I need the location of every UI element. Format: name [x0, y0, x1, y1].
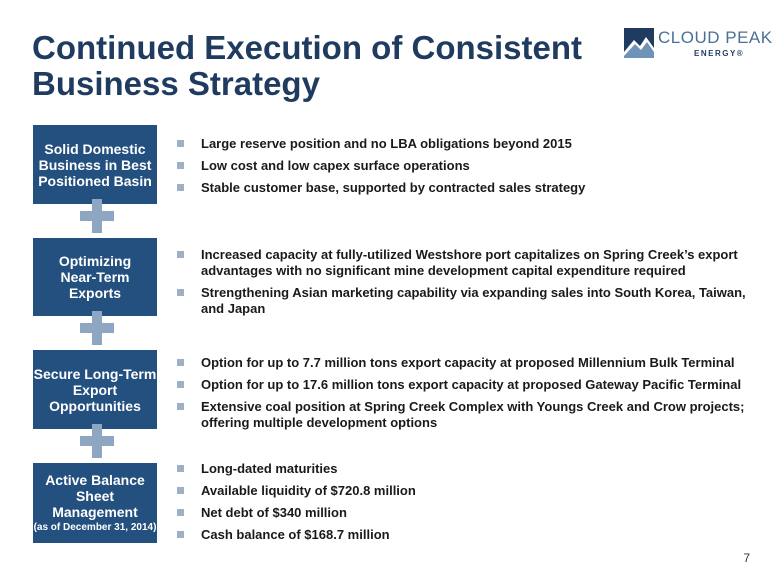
plus-connector — [80, 199, 114, 233]
list-item: Option for up to 17.6 million tons export capacity at proposed Gateway Pacific Terminal — [176, 377, 766, 393]
list-item: Extensive coal position at Spring Creek Complex with Youngs Creek and Crow projects; offering multiple development options — [176, 399, 766, 431]
logo-subname: ENERGY® — [694, 49, 745, 58]
list-item: Option for up to 7.7 million tons export capacity at proposed Millennium Bulk Terminal — [176, 355, 766, 371]
page-title: Continued Execution of Consistent Business Strategy — [32, 29, 582, 102]
bullet-group-long-term — [176, 355, 766, 437]
pillar-domestic — [33, 125, 157, 204]
list-item: Stable customer base, supported by contracted sales strategy — [176, 180, 766, 196]
plus-connector — [80, 311, 114, 345]
plus-connector — [80, 424, 114, 458]
pillar-balance-sheet — [33, 463, 157, 543]
list-item: Low cost and low capex surface operations — [176, 158, 766, 174]
list-item: Long-dated maturities — [176, 461, 766, 477]
mountain-logo-icon — [624, 28, 654, 58]
company-logo — [624, 28, 773, 62]
list-item: Large reserve position and no LBA obligations beyond 2015 — [176, 136, 766, 152]
pillar-long-term — [33, 350, 157, 429]
pillar-label: Secure Long-Term Export Opportunities — [33, 365, 157, 414]
list-item: Available liquidity of $720.8 million — [176, 483, 766, 499]
bullet-group-domestic — [176, 136, 766, 202]
logo-name: CLOUD PEAK — [658, 28, 773, 47]
pillar-sublabel: (as of December 31, 2014) — [33, 522, 157, 533]
pillar-label: Solid Domestic Business in Best Positioned Basin — [38, 140, 152, 189]
list-item: Cash balance of $168.7 million — [176, 527, 766, 543]
pillar-label: Optimizing Near-Term Exports — [58, 253, 132, 301]
page-number: 7 — [743, 551, 750, 565]
bullet-group-exports — [176, 247, 766, 323]
bullet-group-balance-sheet — [176, 461, 766, 549]
list-item: Net debt of $340 million — [176, 505, 766, 521]
list-item: Strengthening Asian marketing capability via expanding sales into South Korea, Taiwan, and Japan — [176, 285, 766, 317]
pillar-label: Active Balance Sheet Management — [45, 472, 145, 520]
pillar-exports — [33, 238, 157, 316]
list-item: Increased capacity at fully-utilized Westshore port capitalizes on Spring Creek’s export advantages with no significant mine development capital expenditure required — [176, 247, 766, 279]
